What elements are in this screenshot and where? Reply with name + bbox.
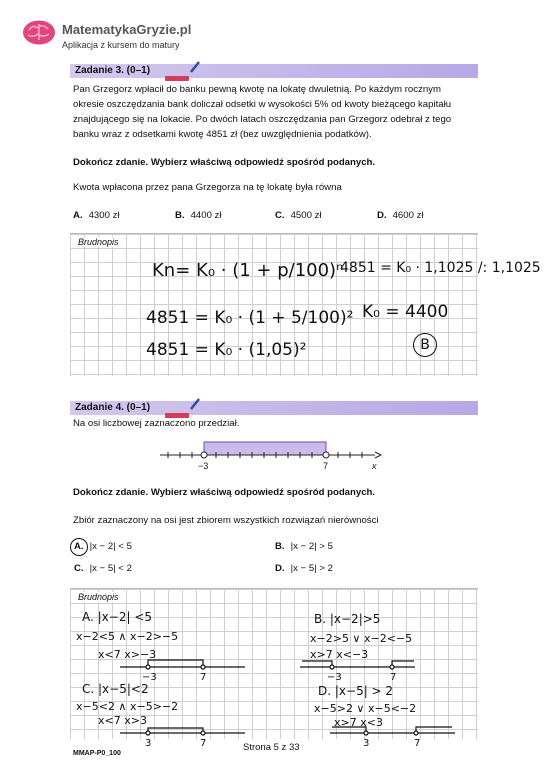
brain-icon: [21, 19, 57, 46]
task3-question: Kwota wpłacona przez pana Grzegorza na tę lokatę była równa: [73, 182, 342, 193]
note-result: K₀ = 4400: [362, 302, 449, 322]
sketch-c-right: 7: [200, 738, 207, 749]
note-d1: D. |x−5| > 2: [318, 684, 394, 698]
task4-option-a[interactable]: A. |x − 2| < 5: [74, 541, 132, 552]
task3-option-d[interactable]: D. 4600 zł: [377, 210, 424, 221]
page-number: Strona 5 z 33: [243, 742, 300, 753]
task3-line-4: banku wraz z odsetkami kwotę 4851 zł (bez uwzględnienia podatków).: [73, 129, 372, 140]
note-a2: x−2<5 ∧ x−2>−5: [76, 630, 179, 643]
note-c2: x−5<2 ∧ x−5>−2: [76, 700, 179, 713]
note-answer-circle: [413, 333, 437, 357]
sketch-c-left: 3: [145, 738, 152, 749]
task3-option-a[interactable]: A. 4300 zł: [73, 210, 120, 221]
brand-logo: [21, 19, 57, 46]
task4-option-c[interactable]: C. |x − 5| < 2: [74, 563, 132, 574]
task4-instruction: Dokończ zdanie. Wybierz właściwą odpowiedź spośród podanych.: [73, 487, 376, 498]
task3-instruction: Dokończ zdanie. Wybierz właściwą odpowiedź spośród podanych.: [73, 157, 376, 168]
note-d3: x>7 x<3: [334, 716, 383, 729]
note-a1: A. |x−2| <5: [82, 610, 153, 624]
note-formula: Kn= K₀ · (1 + p/100)ⁿ: [152, 260, 344, 281]
task3-line-3: znajdującego się na lokacie. Po dwóch latach oszczędzania pan Grzegorz odebrał z tego: [73, 114, 452, 125]
note-d2: x−5>2 ∨ x−5<−2: [314, 702, 417, 715]
sketch-b-right: 7: [390, 672, 397, 683]
number-line: [160, 438, 390, 474]
task4-title: Zadanie 4. (0–1): [75, 402, 151, 413]
task3-scratch-label: Brudnopis: [78, 237, 119, 247]
footer-code: MMAP-P0_100: [73, 750, 121, 757]
axis-label-left: −3: [198, 461, 209, 471]
axis-label-right: 7: [323, 461, 329, 471]
sketch-a-right: 7: [200, 672, 207, 683]
pencil-icon: [189, 397, 201, 416]
task3-title: Zadanie 3. (0–1): [75, 65, 151, 76]
note-simplified: 4851 = K₀ · (1,05)²: [146, 340, 307, 360]
pencil-icon: [189, 60, 201, 79]
task4-intro: Na osi liczbowej zaznaczono przedział.: [73, 418, 240, 429]
task3-option-c[interactable]: C. 4500 zł: [275, 210, 322, 221]
task4-option-b[interactable]: B. |x − 2| > 5: [275, 541, 333, 552]
note-answer: B: [420, 337, 430, 353]
note-divide: 4851 = K₀ · 1,1025 /: 1,1025: [340, 260, 541, 276]
sketch-d-right: 7: [414, 738, 421, 749]
note-b1: B. |x−2|>5: [314, 612, 381, 626]
axis-var: x: [372, 461, 377, 471]
note-substitution: 4851 = K₀ · (1 + 5/100)²: [146, 308, 354, 328]
task4-question: Zbiór zaznaczony na osi jest zbiorem wszystkich rozwiązań nierówności: [73, 515, 379, 526]
note-a3: x<7 x>−3: [98, 648, 157, 661]
task4-option-d[interactable]: D. |x − 5| > 2: [275, 563, 333, 574]
sketch-b-left: −3: [327, 672, 342, 683]
task4-scratch-label: Brudnopis: [78, 592, 119, 602]
note-b2: x−2>5 ∨ x−2<−5: [310, 632, 413, 645]
sketch-a-left: −3: [142, 672, 157, 683]
note-b3: x>7 x<−3: [310, 648, 369, 661]
task3-line-2: okresie oszczędzania bank doliczał odsetki w wysokości 5% od kwoty bieżącego kapitału: [73, 99, 452, 110]
brand-subtitle: Aplikacja z kursem do matury: [62, 40, 180, 50]
note-c3: x<7 x>3: [98, 714, 147, 727]
brand-name[interactable]: MatematykaGryzie.pl: [62, 22, 192, 37]
task3-option-b[interactable]: B. 4400 zł: [175, 210, 222, 221]
sketch-d-left: 3: [363, 738, 370, 749]
task3-line-1: Pan Grzegorz wpłacił do banku pewną kwotę na lokatę dwuletnią. Po każdym rocznym: [73, 84, 441, 95]
note-c1: C. |x−5|<2: [82, 682, 149, 696]
